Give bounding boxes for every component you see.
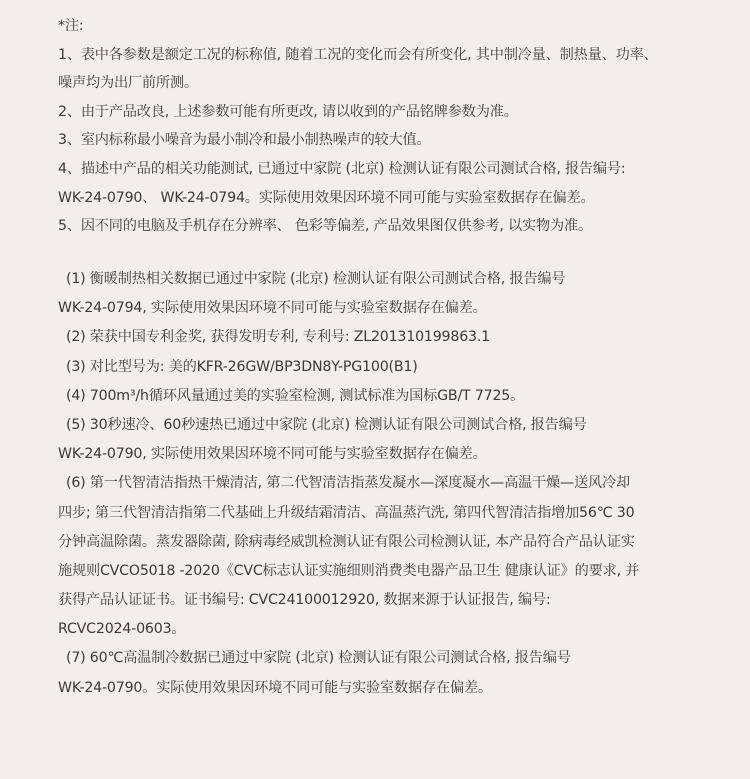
notes-section xyxy=(58,12,738,241)
note-line: 2、由于产品改良, 上述参数可能有所更改, 请以收到的产品铭牌参数为准。 xyxy=(58,103,518,120)
footnote-line: 分钟高温除菌。蒸发器除菌, 除病毒经威凯检测认证有限公司检测认证, 本产品符合产品认证实 xyxy=(58,533,635,550)
note-line: 3、室内标称最小噪音为最小制冷和最小制热噪声的较大值。 xyxy=(58,132,431,149)
footnote-line: (3) 对比型号为: 美的KFR-26GW/BP3DN8Y-PG100(B1) xyxy=(66,358,418,375)
footnote-line: (2) 荣获中国专利金奖, 获得发明专利, 专利号: ZL201310199863.1 xyxy=(66,329,491,346)
note-line: 4、描述中产品的相关功能测试, 已通过中家院 (北京) 检测认证有限公司测试合格, 报告编号: xyxy=(58,160,626,177)
footnote-line: WK-24-0790, 实际使用效果因环境不同可能与实验室数据存在偏差。 xyxy=(58,446,487,463)
note-line: 5、因不同的电脑及手机存在分辨率、 色彩等偏差, 产品效果图仅供参考, 以实物为准。 xyxy=(58,218,592,235)
footnote-line: 施规则CVCO5018 -2020《CVC标志认证实施细则消费类电器产品卫生 健康认证》的要求, 并 xyxy=(58,562,640,579)
note-line: 1、表中各参数是额定工况的标称值, 随着工况的变化而会有所变化, 其中制冷量、制热量、功率、 xyxy=(58,46,658,63)
footnote-line: (6) 第一代智清洁指热干燥清洁, 第二代智清洁指蒸发凝水—深度凝水—高温干燥—送风冷却 xyxy=(66,475,630,492)
note-line: WK-24-0790、 WK-24-0794。实际使用效果因环境不同可能与实验室数据存在偏差。 xyxy=(58,189,595,206)
notes-heading: *注: xyxy=(58,18,84,34)
footnote-line: (7) 60℃高温制冷数据已通过中家院 (北京) 检测认证有限公司测试合格, 报告编号 xyxy=(66,650,571,667)
footnote-line: RCVC2024-0603。 xyxy=(58,621,186,638)
footnote-line: 获得产品认证证书。证书编号: CVC24100012920, 数据来源于认证报告, 编号: xyxy=(58,592,551,609)
note-line: 噪声均为出厂前所测。 xyxy=(58,75,198,92)
footnote-line: (5) 30秒速冷、60秒速热已通过中家院 (北京) 检测认证有限公司测试合格, 报告编号 xyxy=(66,416,587,433)
footnotes-section xyxy=(58,265,738,703)
footnote-line: (4) 700m³/h循环风量通过美的实验室检测, 测试标准为国标GB/T 7725。 xyxy=(66,387,525,404)
footnote-line: 四步; 第三代智清洁指第二代基础上升级结霜清洁、高温蒸汽洗, 第四代智清洁指增加56℃ 30 xyxy=(58,504,635,521)
footnote-line: (1) 衡暖制热相关数据已通过中家院 (北京) 检测认证有限公司测试合格, 报告编号 xyxy=(66,271,566,287)
footnote-line: WK-24-0790。实际使用效果因环境不同可能与实验室数据存在偏差。 xyxy=(58,679,492,696)
footnote-line: WK-24-0794, 实际使用效果因环境不同可能与实验室数据存在偏差。 xyxy=(58,300,487,317)
